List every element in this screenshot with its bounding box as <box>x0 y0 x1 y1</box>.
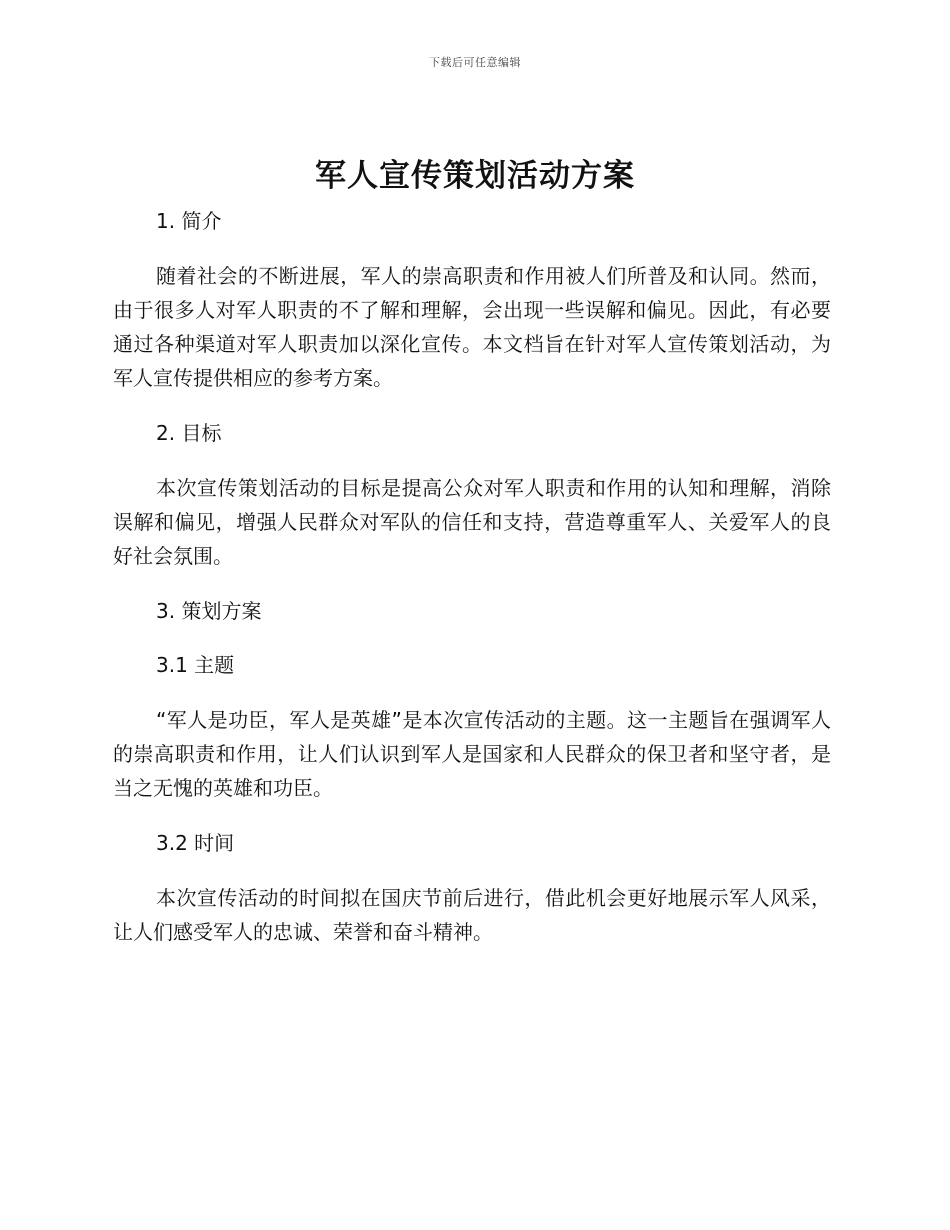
section-heading-time: 3.2 时间 <box>156 831 235 855</box>
section-paragraph-time: 本次宣传活动的时间拟在国庆节前后进行，借此机会更好地展示军人风采，让人们感受军人的忠诚、荣誉和奋斗精神。 <box>113 886 831 944</box>
header-note: 下载后可任意编辑 <box>429 56 521 69</box>
section-heading-intro: 1. 简介 <box>156 209 222 233</box>
section-paragraph-intro: 随着社会的不断进展，军人的崇高职责和作用被人们所普及和认同。然而，由于很多人对军人职责的不了解和理解，会出现一些误解和偏见。因此，有必要通过各种渠道对军人职责加以深化宣传。本文档旨在针对军人宣传策划活动，为军人宣传提供相应的参考方案。 <box>113 264 831 390</box>
section-paragraph-theme: “军人是功臣，军人是英雄”是本次宣传活动的主题。这一主题旨在强调军人的崇高职责和作用，让人们认识到军人是国家和人民群众的保卫者和坚守者，是当之无愧的英雄和功臣。 <box>113 708 831 800</box>
section-heading-theme: 3.1 主题 <box>156 653 235 677</box>
section-paragraph-goal: 本次宣传策划活动的目标是提高公众对军人职责和作用的认知和理解，消除误解和偏见，增强人民群众对军队的信任和支持，营造尊重军人、关爱军人的良好社会氛围。 <box>113 476 831 568</box>
document-title: 军人宣传策划活动方案 <box>315 158 635 194</box>
section-heading-plan: 3. 策划方案 <box>156 599 262 623</box>
document-body <box>113 205 831 949</box>
section-heading-goal: 2. 目标 <box>156 421 222 445</box>
